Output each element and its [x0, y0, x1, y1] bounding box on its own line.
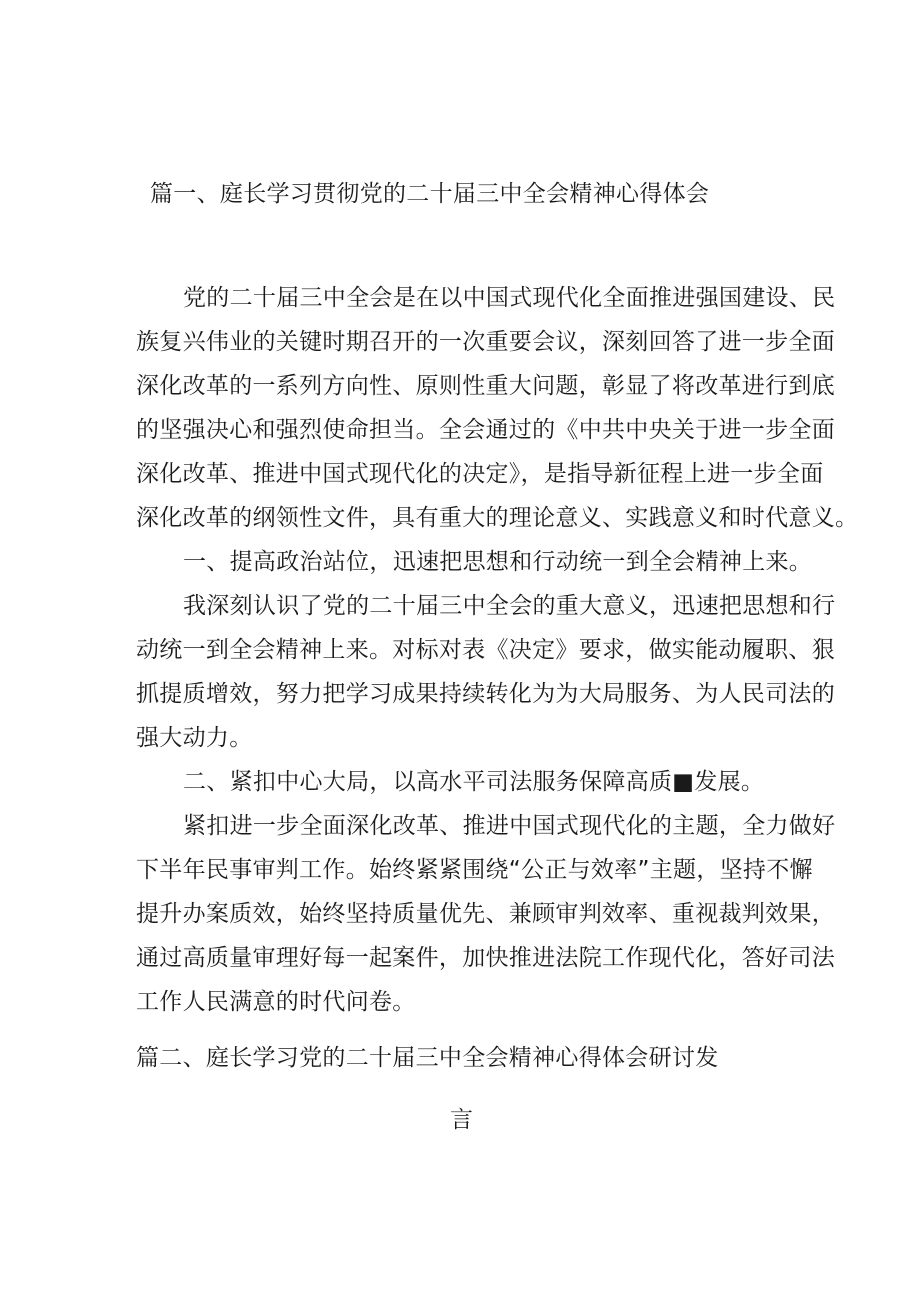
para3-line-5: 工作人民满意的时代问卷。: [136, 989, 416, 1015]
para1-line-1: 党的二十届三中全会是在以中国式现代化全面推进强国建设、民: [183, 285, 836, 311]
para1-line-4: 的坚强决心和强烈使命担当。全会通过的《中共中央关于进一步全面: [136, 417, 835, 443]
para3-line-2: 下半年民事审判工作。始终紧紧围绕“公正与效率”主题，坚持不懈: [136, 857, 813, 883]
para2-line-2: 动统一到全会精神上来。对标对表《决定》要求，做实能动履职、狠: [136, 637, 835, 663]
para3-line-3: 提升办案质效，始终坚持质量优先、兼顾审判效率、重视裁判效果，: [136, 901, 835, 927]
section2-title-end: 言: [450, 1107, 474, 1133]
para1-line-3: 深化改革的一系列方向性、原则性重大问题，彰显了将改革进行到底: [136, 373, 835, 399]
heading-2: 二、紧扣中心大局，以高水平司法服务保障高质■发展。: [183, 769, 765, 795]
para2-line-1: 我深刻认识了党的二十届三中全会的重大意义，迅速把思想和行: [183, 593, 836, 619]
para3-line-1: 紧扣进一步全面深化改革、推进中国式现代化的主题，全力做好: [183, 813, 836, 839]
para2-line-4: 强大动力。: [136, 725, 253, 751]
para1-line-5: 深化改革、推进中国式现代化的决定》，是指导新征程上进一步全面: [136, 461, 824, 487]
section1-title: 篇一、庭长学习贯彻党的二十届三中全会精神心得体会: [150, 181, 710, 207]
section2-title: 篇二、庭长学习党的二十届三中全会精神心得体会研讨发: [136, 1045, 719, 1071]
para3-line-4: 通过高质量审理好每一起案件，加快推进法院工作现代化，答好司法: [136, 945, 835, 971]
heading-1: 一、提高政治站位，迅速把思想和行动统一到全会精神上来。: [183, 549, 813, 575]
para1-line-2: 族复兴伟业的关键时期召开的一次重要会议，深刻回答了进一步全面: [136, 329, 835, 355]
para1-line-6: 深化改革的纲领性文件，具有重大的理论意义、实践意义和时代意义。: [136, 505, 859, 531]
para2-line-3: 抓提质增效，努力把学习成果持续转化为为大局服务、为人民司法的: [136, 681, 835, 707]
